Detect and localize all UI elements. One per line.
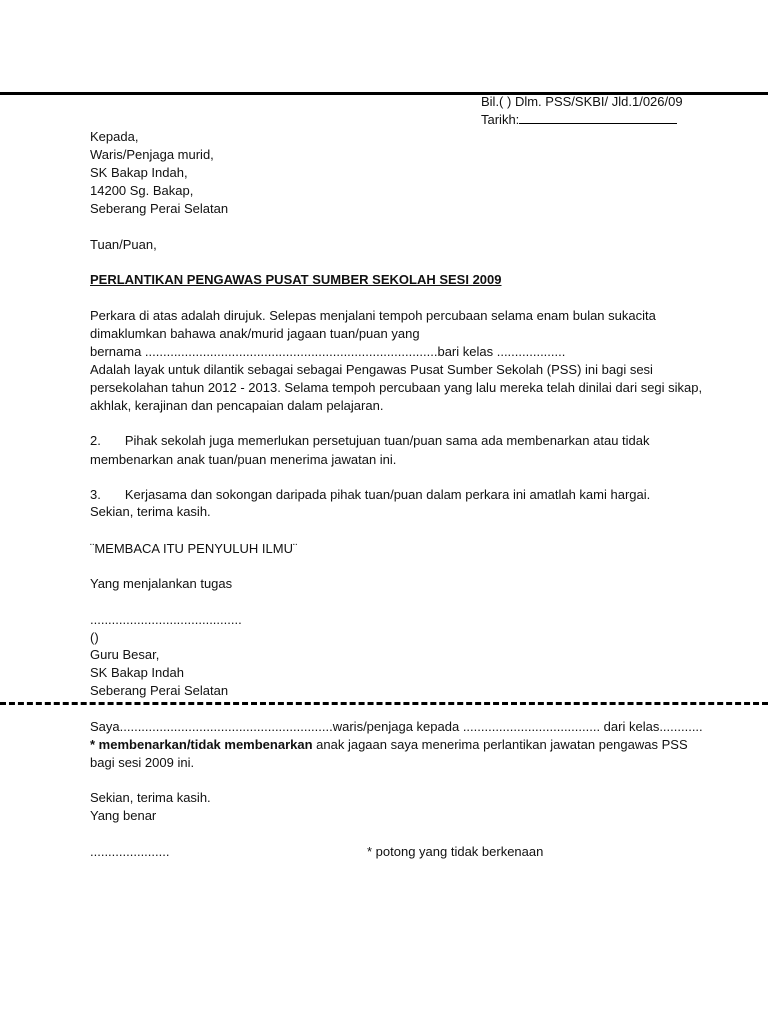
recipient-line-5: Seberang Perai Selatan: [90, 201, 229, 216]
paragraph-3-line-2: Sekian, terima kasih.: [90, 504, 211, 519]
paragraph-1-line-5: persekolahan tahun 2012 - 2013. Selama tempoh percubaan yang lalu mereka telah dinilai dari segi sikap,: [90, 380, 703, 395]
slip-line-3: bagi sesi 2009 ini.: [90, 755, 195, 770]
slip-star: *: [90, 737, 99, 752]
recipient-line-2: Waris/Penjaga murid,: [90, 147, 214, 162]
duty-label: Yang menjalankan tugas: [90, 576, 233, 591]
paragraph-1-line-1: Perkara di atas adalah dirujuk. Selepas menjalani tempoh percubaan selama enam bulan sukacita: [90, 308, 656, 323]
signature-dots: ..........................................: [90, 612, 242, 627]
district-name: Seberang Perai Selatan: [90, 683, 229, 698]
paragraph-3-text: Kerjasama dan sokongan daripada pihak tuan/puan dalam perkara ini amatlah kami hargai.: [124, 487, 651, 502]
date-line: [481, 111, 677, 129]
cut-line: [0, 702, 768, 705]
slip-line-2-rest: anak jagaan saya menerima perlantikan jawatan pengawas PSS: [312, 737, 688, 752]
paragraph-1-line-2: dimaklumkan bahawa anak/murid jagaan tuan/puan yang: [90, 326, 420, 341]
date-blank: [519, 111, 677, 124]
paragraph-2-text: Pihak sekolah juga memerlukan persetujuan tuan/puan sama ada membenarkan atau tidak: [124, 433, 650, 448]
salutation: Tuan/Puan,: [90, 237, 157, 252]
reference-number: Bil.( ) Dlm. PSS/SKBI/ Jld.1/026/09: [481, 94, 683, 109]
school-name: SK Bakap Indah: [90, 665, 184, 680]
paragraph-3-number: 3.: [90, 487, 101, 502]
paragraph-1-line-4: Adalah layak untuk dilantik sebagai sebagai Pengawas Pusat Sumber Sekolah (PSS) ini bagi sesi: [90, 362, 653, 377]
paragraph-2-line-1: [90, 432, 650, 450]
paragraph-1-line-6: akhlak, kerajinan dan pencapaian dalam pelajaran.: [90, 398, 384, 413]
consent-choice: membenarkan/tidak membenarkan: [98, 737, 313, 752]
paragraph-2-line-2: membenarkan anak tuan/puan menerima jawatan ini.: [90, 452, 397, 467]
paragraph-2-number: 2.: [90, 433, 101, 448]
recipient-line-1: Kepada,: [90, 129, 139, 144]
paragraph-3-line-1: [90, 486, 650, 504]
slip-line-1: Saya...........................................................waris/penjaga kepada ...................................... dari kelas............: [90, 719, 703, 734]
recipient-line-3: SK Bakap Indah,: [90, 165, 188, 180]
slip-note: * potong yang tidak berkenaan: [367, 844, 544, 859]
headmaster-title: Guru Besar,: [90, 647, 160, 662]
slip-signature-dots: ......................: [90, 844, 170, 859]
slip-line-2: [90, 736, 688, 754]
recipient-line-4: 14200 Sg. Bakap,: [90, 183, 194, 198]
motto: ¨MEMBACA ITU PENYULUH ILMU¨: [90, 541, 298, 556]
date-label: Tarikh:: [481, 112, 520, 127]
slip-yours: Yang benar: [90, 808, 157, 823]
paragraph-1-line-3: bernama .................................................................................bari kelas ...................: [90, 344, 566, 359]
name-parentheses: (): [90, 630, 99, 645]
slip-thanks: Sekian, terima kasih.: [90, 790, 211, 805]
subject-heading: PERLANTIKAN PENGAWAS PUSAT SUMBER SEKOLAH SESI 2009: [90, 272, 502, 287]
